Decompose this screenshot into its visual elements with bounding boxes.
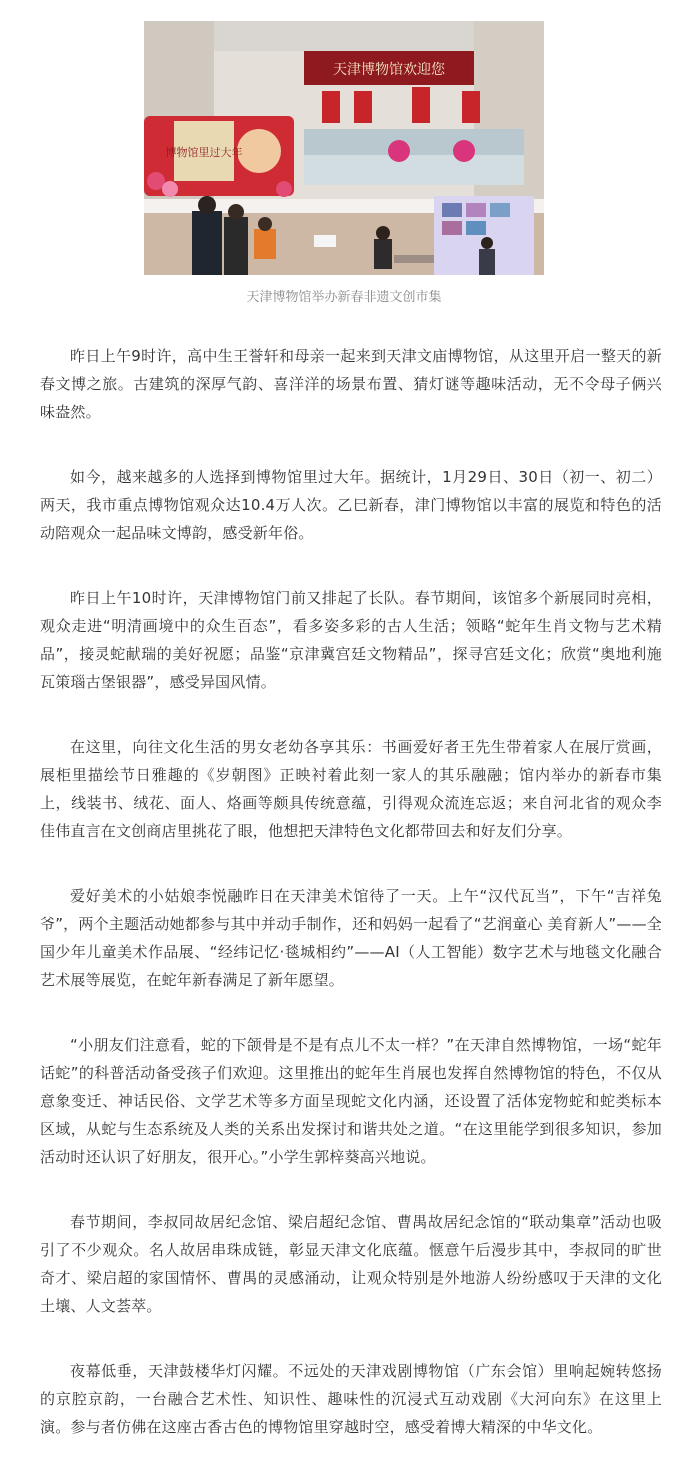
article-paragraph: 昨日上午10时许，天津博物馆门前又排起了长队。春节期间，该馆多个新展同时亮相，观众走进“明清画境中的众生百态”，看多姿多彩的古人生活；领略“蛇年生肖文物与艺术精品”，接灵蛇献瑞的美好祝愿；品鉴“京津冀宫廷文物精品”，探寻宫廷文化；欣赏“奥地利施瓦策瑙古堡银器”，感受异国风情。 <box>40 589 662 691</box>
news-photo <box>144 21 544 275</box>
article-paragraph: 如今，越来越多的人选择到博物馆里过大年。据统计，1月29日、30日（初一、初二）两天，我市重点博物馆观众达10.4万人次。乙巳新春，津门博物馆以丰富的展览和特色的活动陪观众一起品味文博韵，感受新年俗。 <box>40 468 662 542</box>
article-paragraph: 昨日上午9时许，高中生王誉轩和母亲一起来到天津文庙博物馆，从这里开启一整天的新春文博之旅。古建筑的深厚气韵、喜洋洋的场景布置、猜灯谜等趣味活动，无不令母子俩兴味盎然。 <box>40 347 662 421</box>
photo-caption: 天津博物馆举办新春非遗文创市集 <box>246 290 442 305</box>
article-paragraph: “小朋友们注意看，蛇的下颌骨是不是有点儿不太一样？”在天津自然博物馆，一场“蛇年话蛇”的科普活动备受孩子们欢迎。这里推出的蛇年生肖展也发挥自然博物馆的特色，不仅从意象变迁、神话民俗、文学艺术等多方面呈现蛇文化内涵，还设置了活体宠物蛇和蛇类标本区域，从蛇与生态系统及人类的关系出发探讨和谐共处之道。“在这里能学到很多知识，参加活动时还认识了好朋友，很开心。”小学生郭梓葵高兴地说。 <box>40 1036 662 1166</box>
photo-banner-text: 博物馆里过大年 <box>165 146 243 159</box>
article-body <box>40 342 662 1478</box>
museum-sign: 天津博物馆欢迎您 <box>333 62 445 78</box>
article-paragraph: 春节期间，李叔同故居纪念馆、梁启超纪念馆、曹禺故居纪念馆的“联动集章”活动也吸引了不少观众。名人故居串珠成链，彰显天津文化底蕴。惬意午后漫步其中，李叔同的旷世奇才、梁启超的家国情怀、曹禺的灵感涌动，让观众特别是外地游人纷纷感叹于天津的文化土壤、人文荟萃。 <box>40 1213 662 1315</box>
article-paragraph: 在这里，向往文化生活的男女老幼各享其乐：书画爱好者王先生带着家人在展厅赏画，展柜里描绘节日雅趣的《岁朝图》正映衬着此刻一家人的其乐融融；馆内举办的新春市集上，线装书、绒花、面人、烙画等颇具传统意蕴，引得观众流连忘返；来自河北省的观众李佳伟直言在文创商店里挑花了眼，他想把天津特色文化都带回去和好友们分享。 <box>40 738 662 840</box>
article-paragraph: 夜幕低垂，天津鼓楼华灯闪耀。不远处的天津戏剧博物馆（广东会馆）里响起婉转悠扬的京腔京韵，一台融合艺术性、知识性、趣味性的沉浸式互动戏剧《大河向东》在这里上演。参与者仿佛在这座古香古色的博物馆里穿越时空，感受着博大精深的中华文化。 <box>40 1362 662 1436</box>
article-paragraph: 爱好美术的小姑娘李悦融昨日在天津美术馆待了一天。上午“汉代瓦当”，下午“吉祥兔爷”，两个主题活动她都参与其中并动手制作，还和妈妈一起看了“艺润童心 美育新人”——全国少年儿童美术作品展、“经纬记忆·毯城相约”——AI（人工智能）数字艺术与地毯文化融合艺术展等展览，在蛇年新春满足了新年愿望。 <box>40 887 662 989</box>
